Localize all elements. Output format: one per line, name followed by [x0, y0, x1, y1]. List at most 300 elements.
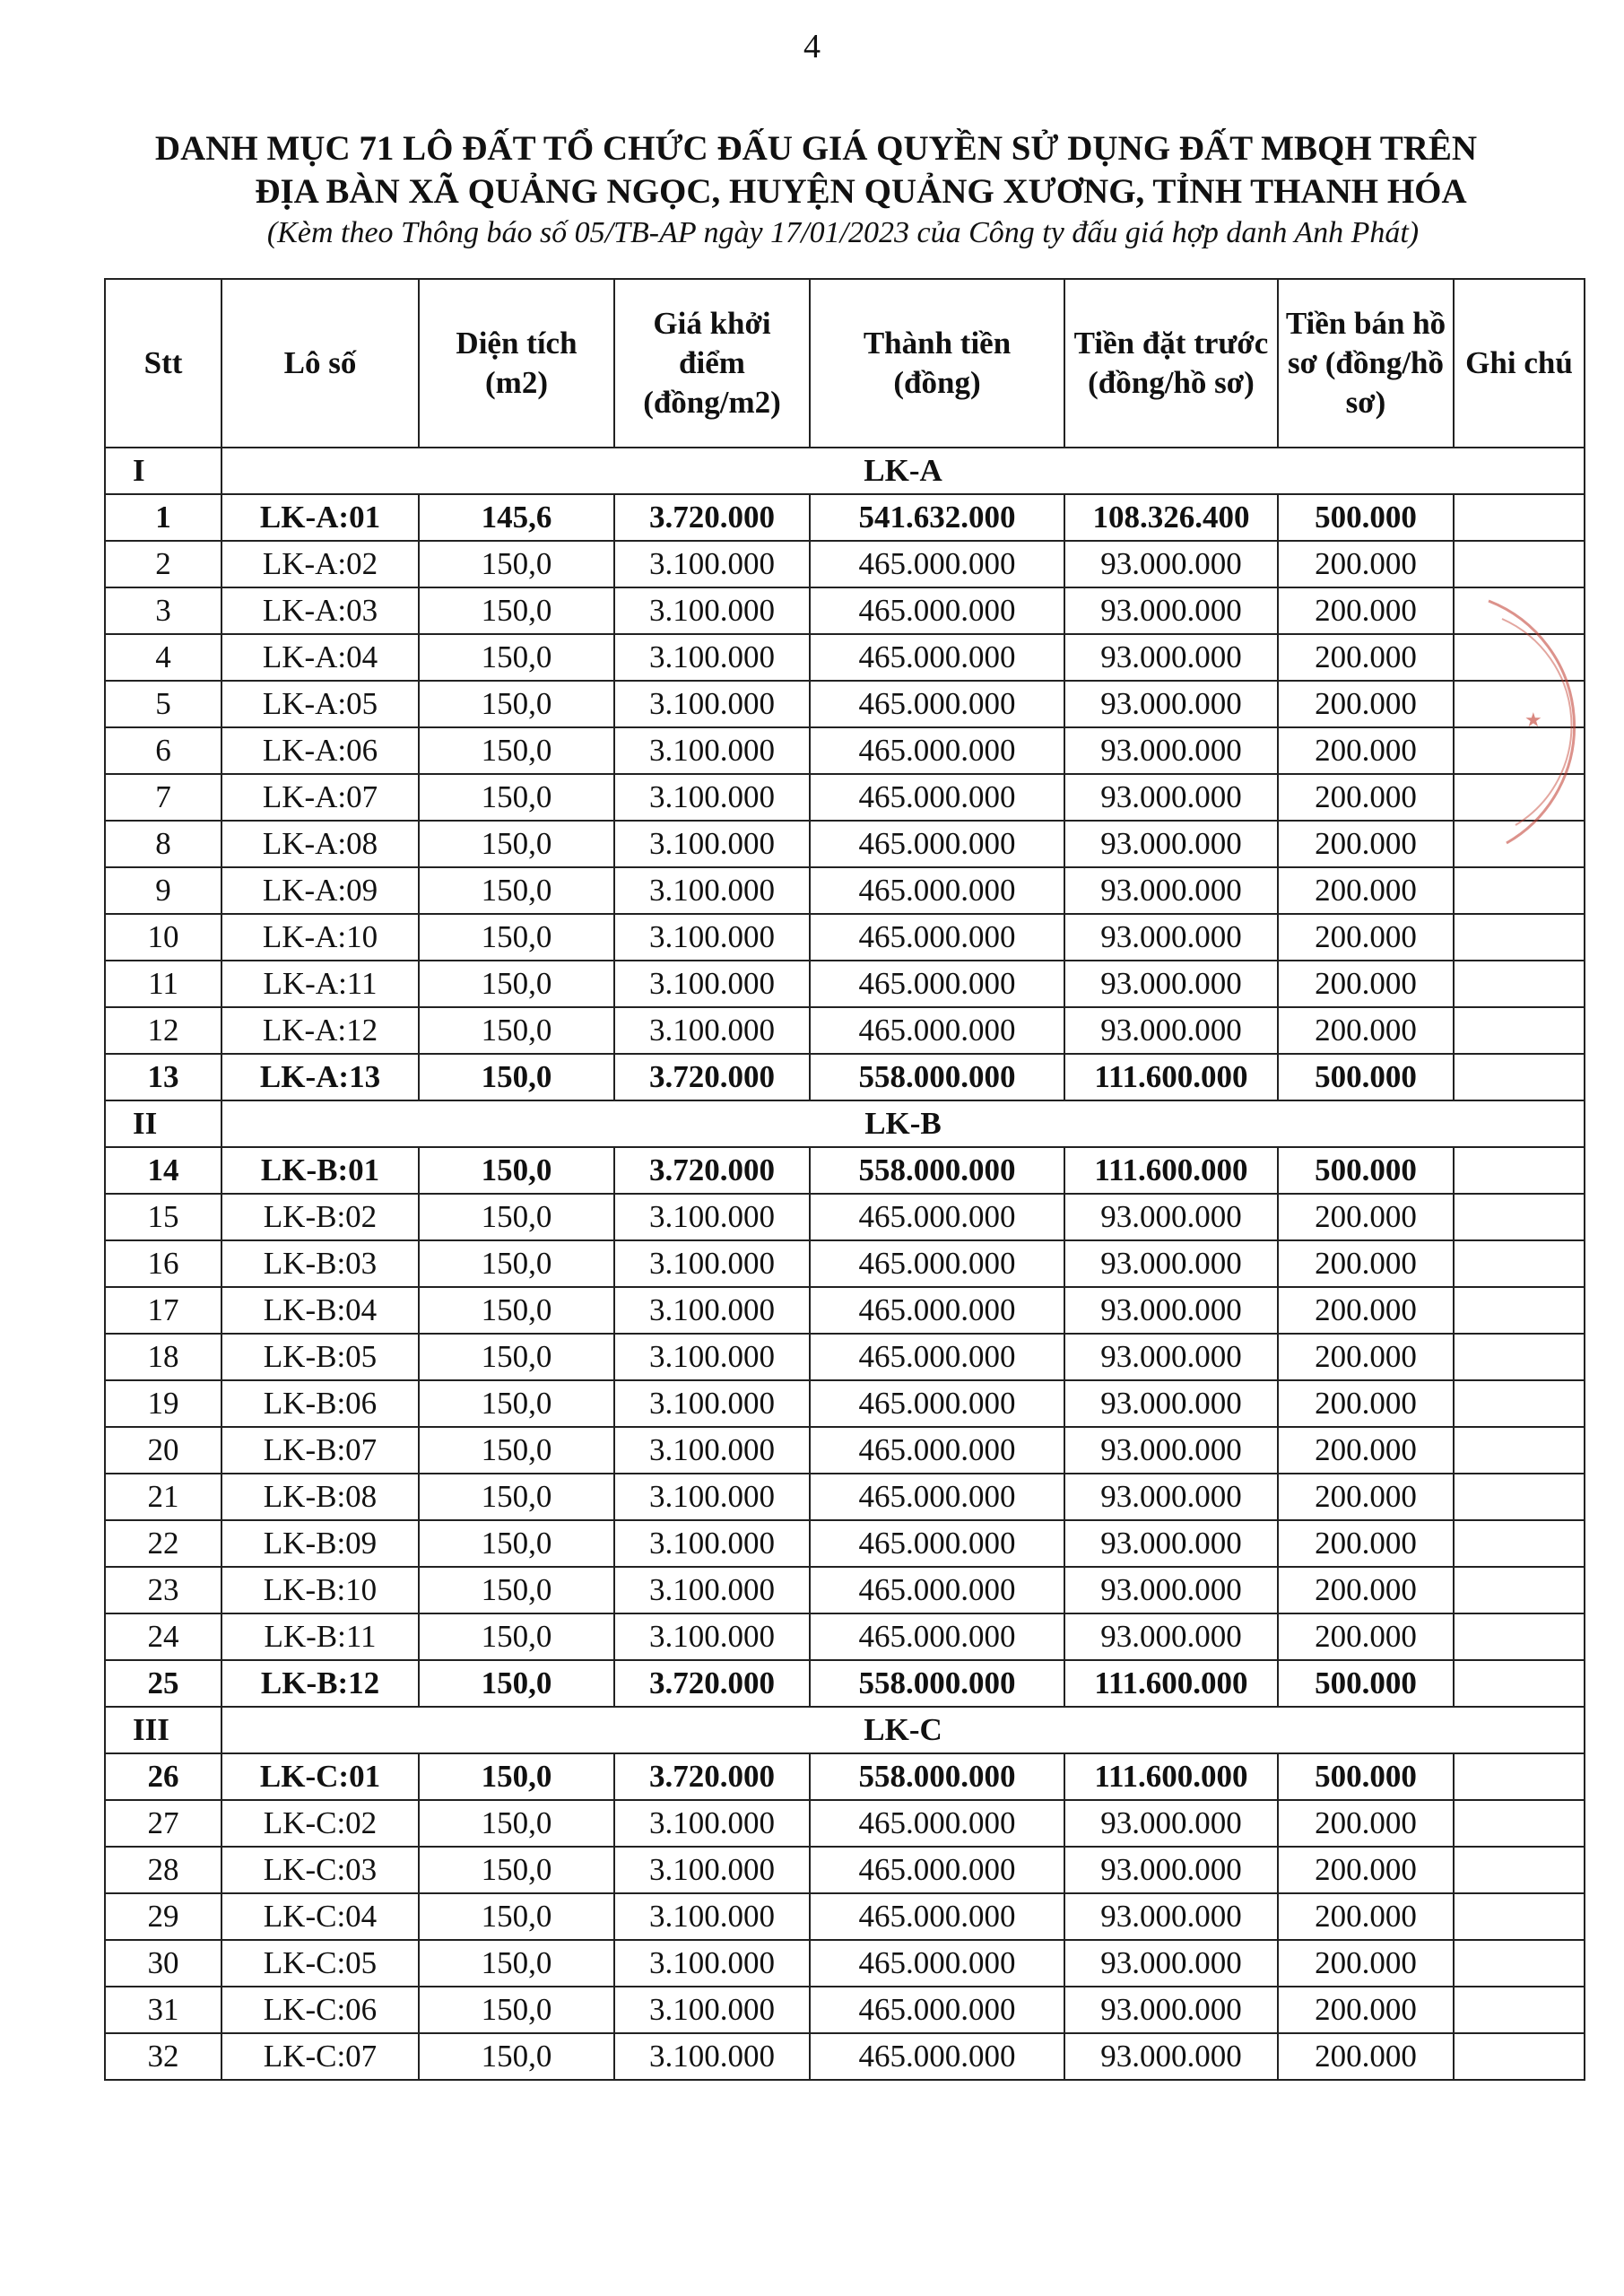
- cell-price: 3.720.000: [614, 494, 810, 541]
- cell-lot: LK-C:05: [221, 1940, 419, 1987]
- cell-total: 465.000.000: [810, 587, 1064, 634]
- cell-fee: 200.000: [1278, 1194, 1454, 1240]
- cell-area: 150,0: [419, 1613, 614, 1660]
- table-row: [105, 727, 1585, 774]
- page-number: 4: [803, 28, 821, 65]
- cell-stt: 13: [105, 1054, 221, 1100]
- cell-lot: LK-C:02: [221, 1800, 419, 1847]
- cell-deposit: 93.000.000: [1064, 961, 1278, 1007]
- cell-lot: LK-A:03: [221, 587, 419, 634]
- cell-deposit: 93.000.000: [1064, 1940, 1278, 1987]
- cell-price: 3.100.000: [614, 727, 810, 774]
- lot-table-body: [105, 448, 1585, 2080]
- cell-total: 465.000.000: [810, 1334, 1064, 1380]
- cell-note: [1454, 1380, 1585, 1427]
- cell-fee: 200.000: [1278, 587, 1454, 634]
- cell-area: 150,0: [419, 1240, 614, 1287]
- cell-area: 150,0: [419, 1940, 614, 1987]
- cell-total: 465.000.000: [810, 2033, 1064, 2080]
- cell-fee: 500.000: [1278, 1660, 1454, 1707]
- table-row: [105, 1940, 1585, 1987]
- cell-price: 3.100.000: [614, 1007, 810, 1054]
- cell-deposit: 93.000.000: [1064, 1007, 1278, 1054]
- cell-stt: 21: [105, 1474, 221, 1520]
- cell-area: 150,0: [419, 587, 614, 634]
- group-row: [105, 1100, 1585, 1147]
- cell-price: 3.100.000: [614, 1567, 810, 1613]
- cell-deposit: 93.000.000: [1064, 1240, 1278, 1287]
- cell-lot: LK-B:07: [221, 1427, 419, 1474]
- cell-fee: 200.000: [1278, 541, 1454, 587]
- cell-total: 465.000.000: [810, 1987, 1064, 2033]
- cell-price: 3.100.000: [614, 961, 810, 1007]
- cell-fee: 200.000: [1278, 774, 1454, 821]
- table-row: [105, 1380, 1585, 1427]
- cell-note: [1454, 1427, 1585, 1474]
- cell-fee: 200.000: [1278, 1893, 1454, 1940]
- header-deposit: Tiền đặt trước (đồng/hồ sơ): [1064, 279, 1278, 448]
- cell-deposit: 93.000.000: [1064, 821, 1278, 867]
- cell-lot: LK-A:01: [221, 494, 419, 541]
- table-row: [105, 1240, 1585, 1287]
- cell-fee: 500.000: [1278, 494, 1454, 541]
- cell-stt: 6: [105, 727, 221, 774]
- cell-note: [1454, 1893, 1585, 1940]
- cell-deposit: 93.000.000: [1064, 914, 1278, 961]
- cell-total: 465.000.000: [810, 1380, 1064, 1427]
- cell-lot: LK-A:10: [221, 914, 419, 961]
- cell-price: 3.100.000: [614, 1613, 810, 1660]
- cell-stt: 11: [105, 961, 221, 1007]
- cell-lot: LK-B:10: [221, 1567, 419, 1613]
- table-row: [105, 1567, 1585, 1613]
- cell-total: 465.000.000: [810, 1474, 1064, 1520]
- cell-price: 3.100.000: [614, 541, 810, 587]
- cell-deposit: 93.000.000: [1064, 1194, 1278, 1240]
- cell-deposit: 111.600.000: [1064, 1054, 1278, 1100]
- cell-stt: 20: [105, 1427, 221, 1474]
- table-row: [105, 541, 1585, 587]
- cell-total: 465.000.000: [810, 1194, 1064, 1240]
- cell-lot: LK-B:12: [221, 1660, 419, 1707]
- cell-area: 145,6: [419, 494, 614, 541]
- cell-stt: 1: [105, 494, 221, 541]
- document-subtitle: (Kèm theo Thông báo số 05/TB-AP ngày 17/01/2023 của Công ty đấu giá hợp danh Anh Phát): [266, 216, 1420, 249]
- cell-note: [1454, 1847, 1585, 1893]
- cell-deposit: 111.600.000: [1064, 1147, 1278, 1194]
- group-number: I: [105, 448, 221, 494]
- cell-total: 558.000.000: [810, 1054, 1064, 1100]
- header-total: Thành tiền (đồng): [810, 279, 1064, 448]
- cell-note: [1454, 1054, 1585, 1100]
- cell-stt: 16: [105, 1240, 221, 1287]
- cell-area: 150,0: [419, 1147, 614, 1194]
- cell-price: 3.100.000: [614, 821, 810, 867]
- cell-total: 465.000.000: [810, 1567, 1064, 1613]
- cell-note: [1454, 1474, 1585, 1520]
- cell-total: 465.000.000: [810, 1847, 1064, 1893]
- cell-price: 3.720.000: [614, 1147, 810, 1194]
- cell-total: 465.000.000: [810, 867, 1064, 914]
- cell-fee: 200.000: [1278, 1427, 1454, 1474]
- cell-price: 3.100.000: [614, 1800, 810, 1847]
- svg-text:★: ★: [1524, 709, 1542, 731]
- cell-price: 3.100.000: [614, 1380, 810, 1427]
- cell-fee: 200.000: [1278, 727, 1454, 774]
- cell-price: 3.100.000: [614, 1987, 810, 2033]
- cell-stt: 12: [105, 1007, 221, 1054]
- cell-price: 3.720.000: [614, 1660, 810, 1707]
- cell-fee: 200.000: [1278, 1940, 1454, 1987]
- cell-fee: 200.000: [1278, 634, 1454, 681]
- cell-note: [1454, 1660, 1585, 1707]
- cell-area: 150,0: [419, 867, 614, 914]
- cell-note: [1454, 727, 1585, 774]
- cell-total: 465.000.000: [810, 541, 1064, 587]
- cell-deposit: 93.000.000: [1064, 727, 1278, 774]
- cell-stt: 25: [105, 1660, 221, 1707]
- cell-fee: 200.000: [1278, 961, 1454, 1007]
- cell-lot: LK-A:13: [221, 1054, 419, 1100]
- cell-deposit: 93.000.000: [1064, 1520, 1278, 1567]
- cell-stt: 10: [105, 914, 221, 961]
- cell-lot: LK-C:06: [221, 1987, 419, 2033]
- cell-fee: 200.000: [1278, 914, 1454, 961]
- cell-lot: LK-A:04: [221, 634, 419, 681]
- cell-deposit: 93.000.000: [1064, 1567, 1278, 1613]
- cell-note: [1454, 541, 1585, 587]
- cell-fee: 200.000: [1278, 1987, 1454, 2033]
- cell-stt: 2: [105, 541, 221, 587]
- table-row: [105, 774, 1585, 821]
- cell-price: 3.100.000: [614, 914, 810, 961]
- cell-note: [1454, 2033, 1585, 2080]
- cell-deposit: 93.000.000: [1064, 1474, 1278, 1520]
- table-row: [105, 634, 1585, 681]
- document-title-line-1: DANH MỤC 71 LÔ ĐẤT TỔ CHỨC ĐẤU GIÁ QUYỀN SỬ DỤNG ĐẤT MBQH TRÊN: [154, 129, 1478, 168]
- cell-fee: 200.000: [1278, 1474, 1454, 1520]
- header-area: Diện tích (m2): [419, 279, 614, 448]
- cell-area: 150,0: [419, 634, 614, 681]
- cell-deposit: 93.000.000: [1064, 1893, 1278, 1940]
- cell-total: 465.000.000: [810, 634, 1064, 681]
- cell-total: 465.000.000: [810, 1287, 1064, 1334]
- cell-stt: 15: [105, 1194, 221, 1240]
- cell-total: 465.000.000: [810, 1613, 1064, 1660]
- cell-note: [1454, 1007, 1585, 1054]
- table-row: [105, 1800, 1585, 1847]
- cell-deposit: 93.000.000: [1064, 1800, 1278, 1847]
- cell-deposit: 93.000.000: [1064, 634, 1278, 681]
- cell-note: [1454, 867, 1585, 914]
- cell-stt: 29: [105, 1893, 221, 1940]
- cell-area: 150,0: [419, 541, 614, 587]
- cell-lot: LK-A:07: [221, 774, 419, 821]
- cell-deposit: 93.000.000: [1064, 1987, 1278, 2033]
- cell-lot: LK-C:03: [221, 1847, 419, 1893]
- cell-area: 150,0: [419, 821, 614, 867]
- cell-deposit: 93.000.000: [1064, 587, 1278, 634]
- cell-price: 3.100.000: [614, 587, 810, 634]
- table-row: [105, 867, 1585, 914]
- cell-stt: 22: [105, 1520, 221, 1567]
- cell-total: 558.000.000: [810, 1147, 1064, 1194]
- cell-stt: 19: [105, 1380, 221, 1427]
- cell-price: 3.720.000: [614, 1054, 810, 1100]
- cell-fee: 200.000: [1278, 1380, 1454, 1427]
- table-row: [105, 821, 1585, 867]
- cell-price: 3.720.000: [614, 1753, 810, 1800]
- cell-stt: 31: [105, 1987, 221, 2033]
- cell-area: 150,0: [419, 1334, 614, 1380]
- cell-area: 150,0: [419, 727, 614, 774]
- cell-area: 150,0: [419, 774, 614, 821]
- cell-price: 3.100.000: [614, 1287, 810, 1334]
- group-row: [105, 448, 1585, 494]
- header-price: Giá khởi điểm (đồng/m2): [614, 279, 810, 448]
- cell-lot: LK-A:11: [221, 961, 419, 1007]
- cell-fee: 200.000: [1278, 1007, 1454, 1054]
- cell-stt: 9: [105, 867, 221, 914]
- cell-deposit: 93.000.000: [1064, 1427, 1278, 1474]
- cell-fee: 200.000: [1278, 1847, 1454, 1893]
- cell-area: 150,0: [419, 1520, 614, 1567]
- cell-note: [1454, 587, 1585, 634]
- cell-note: [1454, 914, 1585, 961]
- group-row: [105, 1707, 1585, 1753]
- cell-deposit: 108.326.400: [1064, 494, 1278, 541]
- cell-fee: 200.000: [1278, 867, 1454, 914]
- cell-total: 465.000.000: [810, 1520, 1064, 1567]
- cell-price: 3.100.000: [614, 1940, 810, 1987]
- cell-lot: LK-B:05: [221, 1334, 419, 1380]
- table-row: [105, 1753, 1585, 1800]
- header-lot: Lô số: [221, 279, 419, 448]
- table-row: [105, 681, 1585, 727]
- cell-stt: 14: [105, 1147, 221, 1194]
- table-row: [105, 587, 1585, 634]
- cell-lot: LK-A:09: [221, 867, 419, 914]
- table-row: [105, 1987, 1585, 2033]
- cell-deposit: 93.000.000: [1064, 1287, 1278, 1334]
- table-row: [105, 1334, 1585, 1380]
- cell-deposit: 93.000.000: [1064, 541, 1278, 587]
- header-note: Ghi chú: [1454, 279, 1585, 448]
- cell-total: 465.000.000: [810, 1007, 1064, 1054]
- cell-lot: LK-C:07: [221, 2033, 419, 2080]
- cell-stt: 28: [105, 1847, 221, 1893]
- cell-note: [1454, 1940, 1585, 1987]
- cell-deposit: 93.000.000: [1064, 1334, 1278, 1380]
- cell-total: 465.000.000: [810, 1427, 1064, 1474]
- cell-lot: LK-C:01: [221, 1753, 419, 1800]
- cell-area: 150,0: [419, 1054, 614, 1100]
- cell-lot: LK-A:08: [221, 821, 419, 867]
- cell-note: [1454, 1240, 1585, 1287]
- cell-lot: LK-B:02: [221, 1194, 419, 1240]
- cell-price: 3.100.000: [614, 1427, 810, 1474]
- cell-lot: LK-A:12: [221, 1007, 419, 1054]
- cell-note: [1454, 821, 1585, 867]
- cell-fee: 200.000: [1278, 1287, 1454, 1334]
- cell-deposit: 93.000.000: [1064, 1380, 1278, 1427]
- table-row: [105, 961, 1585, 1007]
- cell-area: 150,0: [419, 1474, 614, 1520]
- cell-area: 150,0: [419, 1753, 614, 1800]
- cell-total: 465.000.000: [810, 914, 1064, 961]
- cell-deposit: 93.000.000: [1064, 1847, 1278, 1893]
- cell-note: [1454, 494, 1585, 541]
- cell-lot: LK-B:11: [221, 1613, 419, 1660]
- table-row: [105, 914, 1585, 961]
- cell-area: 150,0: [419, 681, 614, 727]
- cell-fee: 200.000: [1278, 821, 1454, 867]
- table-row: [105, 1054, 1585, 1100]
- cell-area: 150,0: [419, 1427, 614, 1474]
- table-row: [105, 1147, 1585, 1194]
- cell-stt: 24: [105, 1613, 221, 1660]
- cell-deposit: 111.600.000: [1064, 1660, 1278, 1707]
- header-stt: Stt: [105, 279, 221, 448]
- cell-stt: 27: [105, 1800, 221, 1847]
- cell-stt: 32: [105, 2033, 221, 2080]
- cell-price: 3.100.000: [614, 1847, 810, 1893]
- cell-stt: 4: [105, 634, 221, 681]
- group-name: LK-A: [221, 448, 1585, 494]
- table-row: [105, 1847, 1585, 1893]
- cell-deposit: 111.600.000: [1064, 1753, 1278, 1800]
- group-number: II: [105, 1100, 221, 1147]
- cell-area: 150,0: [419, 1893, 614, 1940]
- cell-area: 150,0: [419, 1567, 614, 1613]
- cell-area: 150,0: [419, 1800, 614, 1847]
- cell-fee: 500.000: [1278, 1753, 1454, 1800]
- cell-fee: 200.000: [1278, 1613, 1454, 1660]
- cell-note: [1454, 1613, 1585, 1660]
- cell-note: [1454, 1194, 1585, 1240]
- cell-note: [1454, 774, 1585, 821]
- cell-deposit: 93.000.000: [1064, 1613, 1278, 1660]
- table-row: [105, 1194, 1585, 1240]
- table-row: [105, 2033, 1585, 2080]
- cell-area: 150,0: [419, 1380, 614, 1427]
- cell-stt: 17: [105, 1287, 221, 1334]
- cell-deposit: 93.000.000: [1064, 867, 1278, 914]
- cell-note: [1454, 1287, 1585, 1334]
- cell-note: [1454, 1753, 1585, 1800]
- cell-price: 3.100.000: [614, 681, 810, 727]
- cell-lot: LK-B:01: [221, 1147, 419, 1194]
- cell-lot: LK-A:02: [221, 541, 419, 587]
- cell-price: 3.100.000: [614, 774, 810, 821]
- cell-price: 3.100.000: [614, 2033, 810, 2080]
- cell-total: 465.000.000: [810, 727, 1064, 774]
- cell-total: 541.632.000: [810, 494, 1064, 541]
- table-row: [105, 494, 1585, 541]
- cell-fee: 200.000: [1278, 1334, 1454, 1380]
- cell-total: 465.000.000: [810, 1940, 1064, 1987]
- cell-total: 465.000.000: [810, 961, 1064, 1007]
- cell-stt: 23: [105, 1567, 221, 1613]
- table-row: [105, 1427, 1585, 1474]
- cell-fee: 200.000: [1278, 681, 1454, 727]
- table-row: [105, 1613, 1585, 1660]
- cell-fee: 200.000: [1278, 2033, 1454, 2080]
- cell-fee: 200.000: [1278, 1520, 1454, 1567]
- cell-price: 3.100.000: [614, 1474, 810, 1520]
- cell-fee: 500.000: [1278, 1054, 1454, 1100]
- cell-area: 150,0: [419, 1194, 614, 1240]
- cell-note: [1454, 1334, 1585, 1380]
- cell-total: 465.000.000: [810, 1240, 1064, 1287]
- cell-area: 150,0: [419, 2033, 614, 2080]
- cell-stt: 8: [105, 821, 221, 867]
- document-title-line-2: ĐỊA BÀN XÃ QUẢNG NGỌC, HUYỆN QUẢNG XƯƠNG, TỈNH THANH HÓA: [255, 172, 1467, 211]
- cell-fee: 200.000: [1278, 1240, 1454, 1287]
- cell-note: [1454, 1800, 1585, 1847]
- table-row: [105, 1660, 1585, 1707]
- cell-lot: LK-B:06: [221, 1380, 419, 1427]
- cell-price: 3.100.000: [614, 867, 810, 914]
- cell-total: 558.000.000: [810, 1753, 1064, 1800]
- cell-price: 3.100.000: [614, 1194, 810, 1240]
- cell-price: 3.100.000: [614, 634, 810, 681]
- cell-total: 465.000.000: [810, 774, 1064, 821]
- cell-total: 465.000.000: [810, 1800, 1064, 1847]
- table-row: [105, 1520, 1585, 1567]
- cell-area: 150,0: [419, 1007, 614, 1054]
- table-row: [105, 1007, 1585, 1054]
- header-fee: Tiền bán hồ sơ (đồng/hồ sơ): [1278, 279, 1454, 448]
- cell-area: 150,0: [419, 961, 614, 1007]
- cell-deposit: 93.000.000: [1064, 681, 1278, 727]
- cell-area: 150,0: [419, 1287, 614, 1334]
- cell-note: [1454, 1567, 1585, 1613]
- cell-area: 150,0: [419, 1847, 614, 1893]
- cell-total: 558.000.000: [810, 1660, 1064, 1707]
- cell-lot: LK-A:05: [221, 681, 419, 727]
- group-number: III: [105, 1707, 221, 1753]
- cell-stt: 18: [105, 1334, 221, 1380]
- table-row: [105, 1287, 1585, 1334]
- cell-lot: LK-B:08: [221, 1474, 419, 1520]
- cell-fee: 500.000: [1278, 1147, 1454, 1194]
- cell-note: [1454, 1147, 1585, 1194]
- cell-deposit: 93.000.000: [1064, 2033, 1278, 2080]
- cell-lot: LK-A:06: [221, 727, 419, 774]
- cell-lot: LK-C:04: [221, 1893, 419, 1940]
- cell-lot: LK-B:04: [221, 1287, 419, 1334]
- cell-stt: 3: [105, 587, 221, 634]
- cell-fee: 200.000: [1278, 1800, 1454, 1847]
- cell-price: 3.100.000: [614, 1240, 810, 1287]
- table-row: [105, 1893, 1585, 1940]
- table-row: [105, 1474, 1585, 1520]
- cell-total: 465.000.000: [810, 681, 1064, 727]
- table-header-row: [105, 279, 1585, 448]
- cell-note: [1454, 961, 1585, 1007]
- cell-note: [1454, 1987, 1585, 2033]
- cell-note: [1454, 681, 1585, 727]
- cell-deposit: 93.000.000: [1064, 774, 1278, 821]
- cell-note: [1454, 1520, 1585, 1567]
- lot-table: [104, 278, 1585, 2081]
- cell-area: 150,0: [419, 1987, 614, 2033]
- cell-total: 465.000.000: [810, 1893, 1064, 1940]
- cell-stt: 5: [105, 681, 221, 727]
- cell-stt: 26: [105, 1753, 221, 1800]
- cell-area: 150,0: [419, 914, 614, 961]
